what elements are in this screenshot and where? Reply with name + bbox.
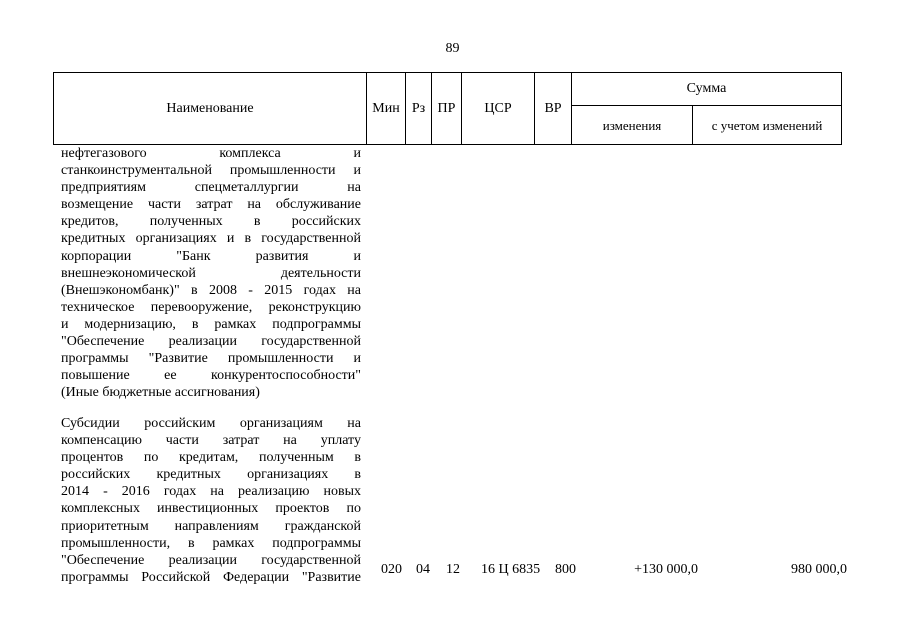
cell-expense-type: 800 (555, 562, 576, 577)
text-line: "Обеспечение реализации государственной (61, 552, 361, 568)
cell-with-changes: 980 000,0 (791, 562, 847, 577)
page-number: 89 (445, 41, 460, 56)
cell-change: +130 000,0 (634, 562, 698, 577)
text-line: техническое перевооружение, реконструкцию (61, 299, 361, 315)
text-line: комплексных инвестиционных проектов по (61, 501, 361, 517)
text-line: повышение ее конкурентоспособности" (61, 368, 361, 384)
row-description-continued (61, 145, 361, 401)
text-line: кредитов, полученных в российских (61, 214, 361, 230)
text-line: процентов по кредитам, полученным в (61, 450, 361, 466)
column-header-with-changes: с учетом изменений (693, 106, 842, 145)
text-line: (Внешэкономбанк)" в 2008 - 2015 годах на (61, 282, 361, 298)
text-line: кредитных организациях и в государственной (61, 231, 361, 247)
text-line: 2014 - 2016 годах на реализацию новых (61, 484, 361, 500)
text-line: приоритетным направлениям гражданской (61, 518, 361, 534)
text-line: (Иные бюджетные ассигнования) (61, 385, 260, 401)
text-line: компенсацию части затрат на уплату (61, 433, 361, 449)
text-line: Субсидии российским организациям на (61, 416, 361, 431)
row-description-subsidies (61, 415, 361, 586)
cell-section: 04 (416, 562, 430, 577)
column-header-expense-type: ВР (535, 73, 572, 145)
text-line: российских кредитных организациях в (61, 467, 361, 483)
text-line: нефтегазового комплекса и (61, 146, 361, 161)
column-header-section: Рз (406, 73, 432, 145)
column-header-name: Наименование (54, 73, 367, 145)
text-line: внешнеэкономической деятельности (61, 265, 361, 281)
text-line: возмещение части затрат на обслуживание (61, 197, 361, 213)
budget-table-header (53, 72, 842, 145)
text-line: предприятиям спецметаллургии на (61, 180, 361, 196)
text-line: корпорации "Банк развития и (61, 248, 361, 264)
text-line: программы Российской Федерации "Развитие (61, 569, 361, 585)
cell-subsection: 12 (446, 562, 460, 577)
column-header-change: изменения (572, 106, 693, 145)
table-row-values (0, 562, 905, 580)
text-line: промышленности, в рамках подпрограммы (61, 535, 361, 551)
column-header-ministry: Мин (367, 73, 406, 145)
cell-ministry: 020 (381, 562, 402, 577)
text-line: "Обеспечение реализации государственной (61, 334, 361, 350)
text-line: и модернизацию, в рамках подпрограммы (61, 316, 361, 332)
cell-target-article: 16 Ц 6835 (481, 562, 541, 577)
text-line: программы "Развитие промышленности и (61, 351, 361, 367)
column-header-target-article: ЦСР (462, 73, 535, 145)
column-header-sum: Сумма (572, 73, 842, 106)
text-line: станкоинструментальной промышленности и (61, 163, 361, 179)
column-header-subsection: ПР (432, 73, 462, 145)
